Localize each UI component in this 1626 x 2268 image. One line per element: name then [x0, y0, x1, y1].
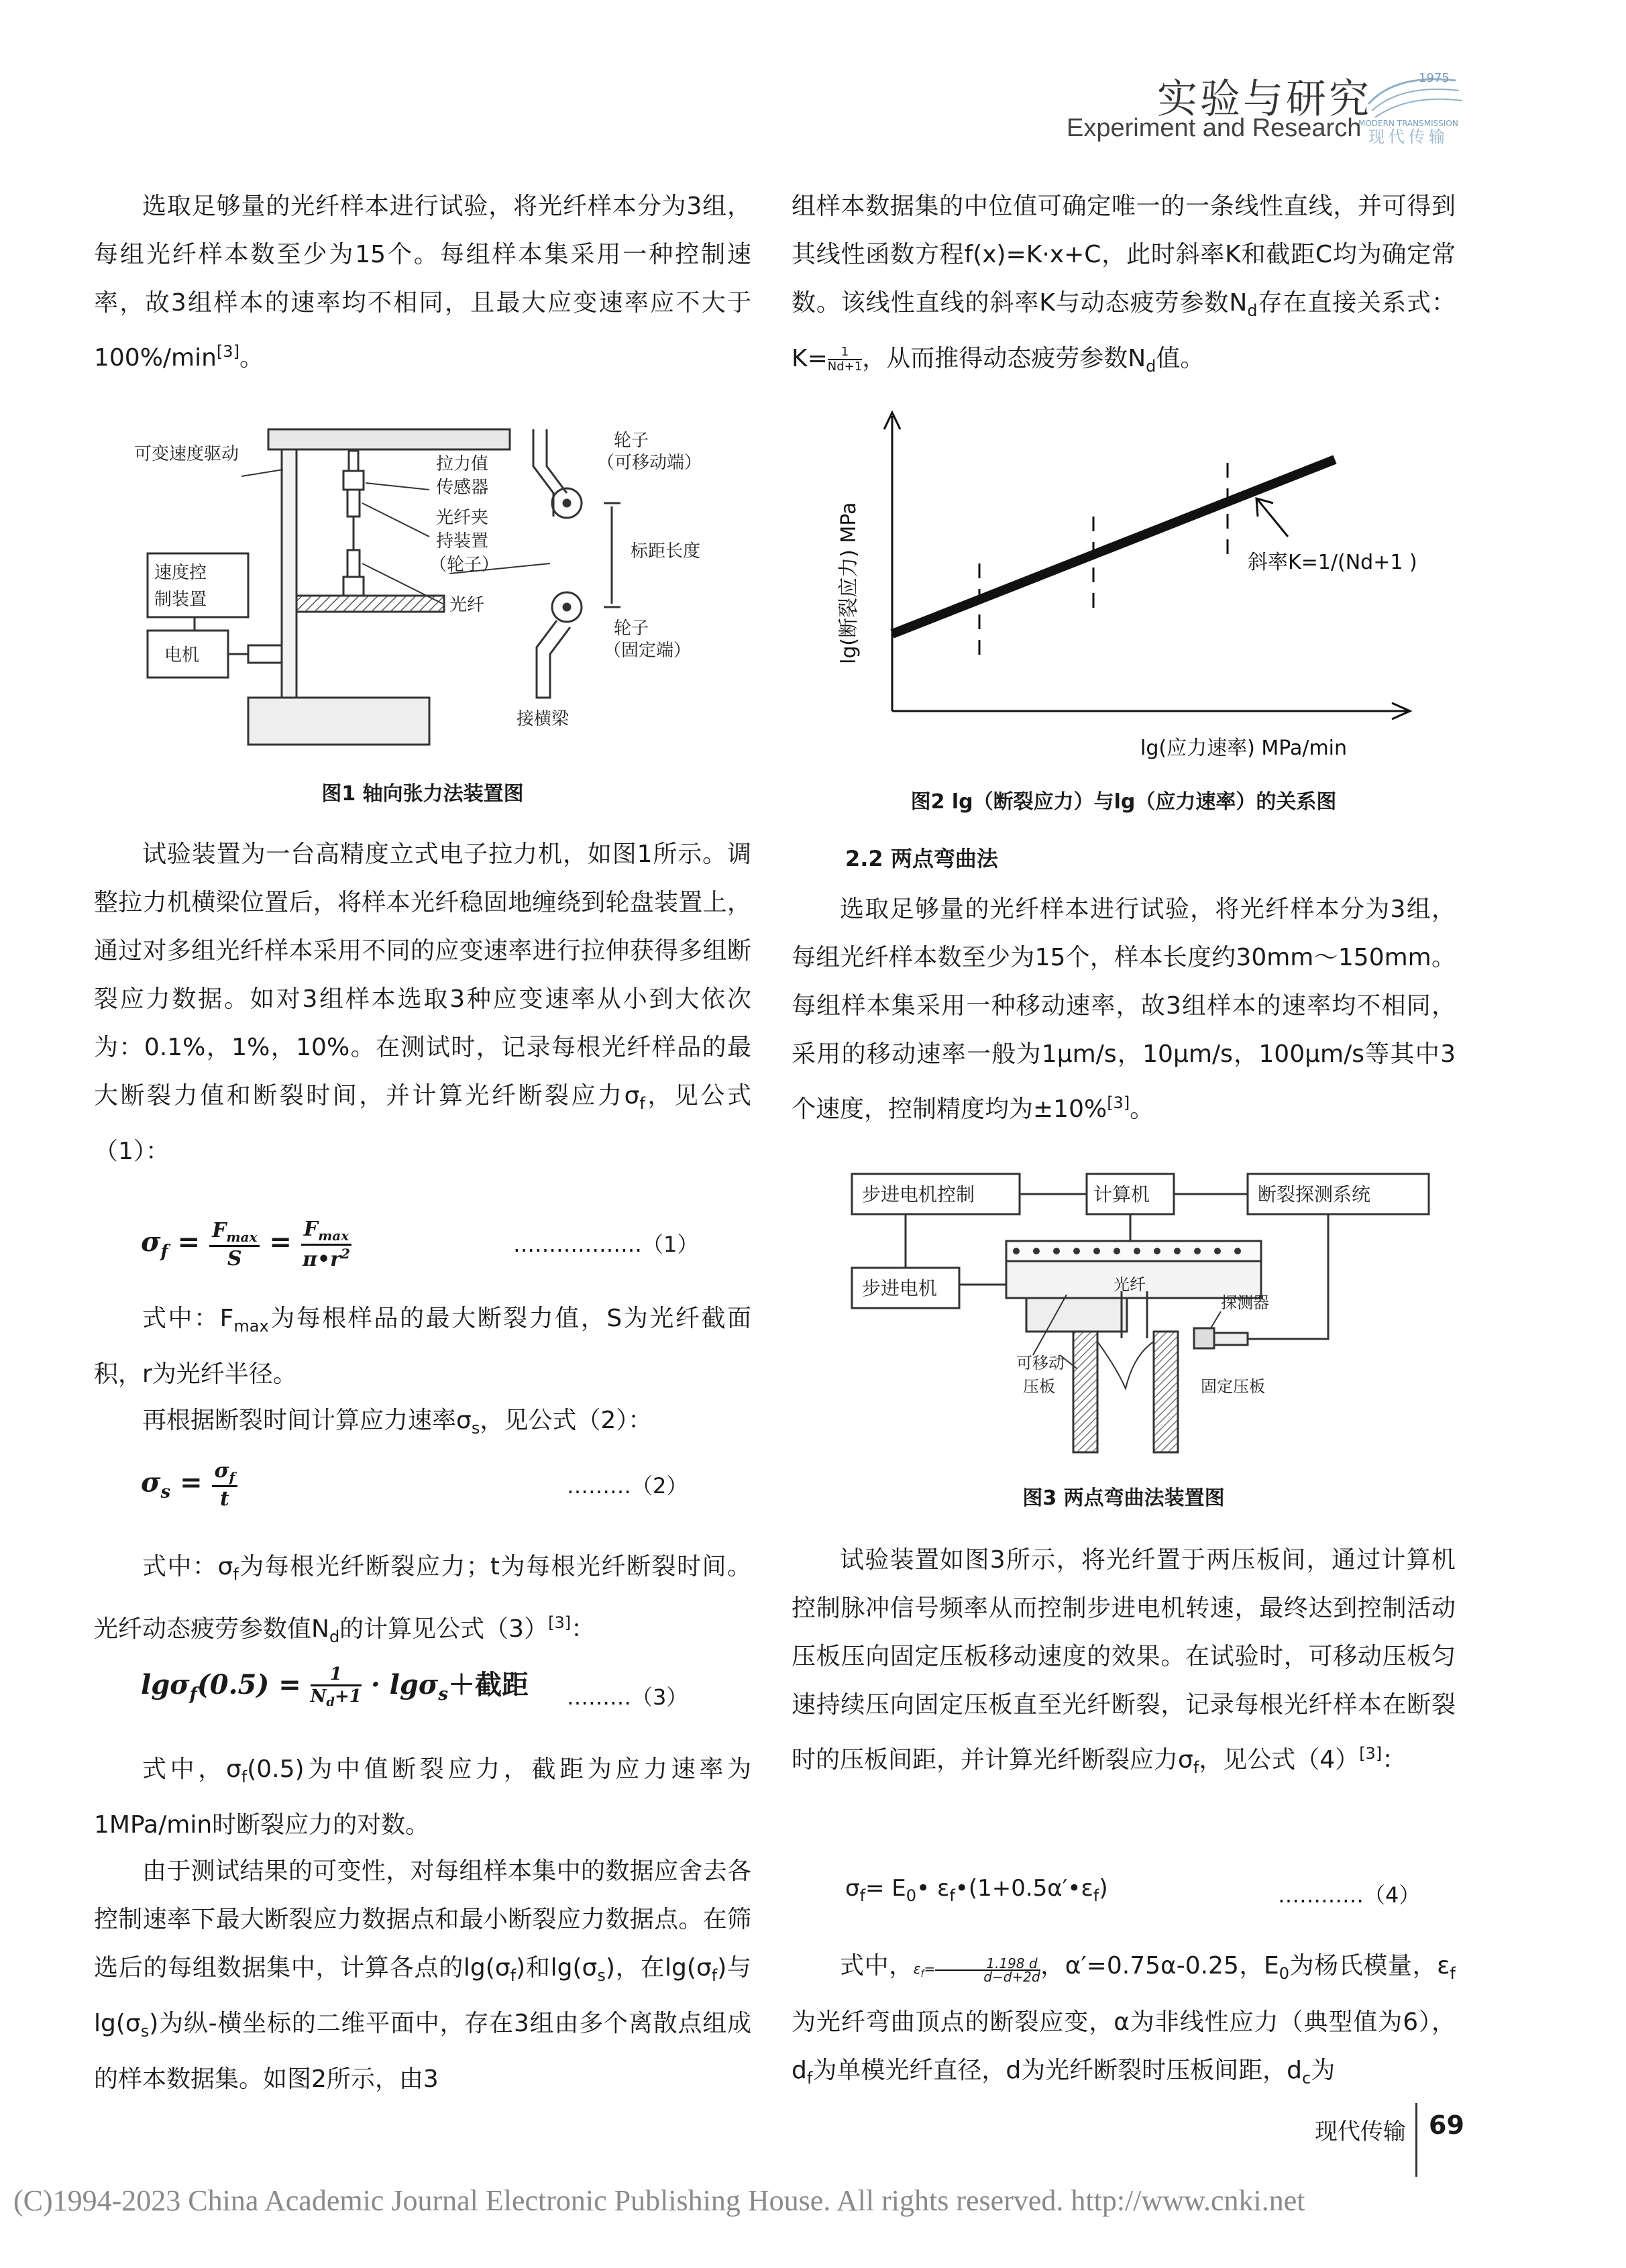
fig1-label-wheel-top1: 轮子 [614, 431, 649, 451]
fig3-label-stepper-ctrl: 步进电机控制 [862, 1183, 975, 1205]
fig1-label-drive: 可变速度驱动 [134, 444, 239, 464]
fig1-label-fiber: 光纤 [449, 595, 485, 615]
fig1-label-ctrl1: 速度控 [154, 563, 207, 583]
fig1-label-motor: 电机 [164, 645, 200, 665]
left-paragraph-6: 式中，$\sigma_f(0.5)$为中值断裂应力，截距为应力速率为1MPa/min时断裂应力的对数。 [94, 1756, 751, 1839]
fig3-label-movable1: 可移动 [1016, 1354, 1065, 1372]
header-title-en: Experiment and Research [1067, 114, 1362, 142]
fig1-label-beam: 接横梁 [517, 709, 570, 729]
left-paragraph-7: 由于测试结果的可变性，对每组样本集中的数据应舍去各控制速率下最大断裂应力数据点和最小断裂应力数据点。在筛选后的每组数据集中，计算各点的$\lg(\sigma_f)$和$\lg(\sigma_s)$，在$\lg(\sigma_f)$与$\lg(\sigma_s)$为纵-横坐标的二维平面中，存在3组由多个离散点组成的样本数据集。如图2所示，由3 [94, 1857, 752, 2094]
fig1-label-wheel-bot2: （固定端） [604, 641, 692, 661]
footer-divider [1415, 2103, 1417, 2177]
logo-text-en: MODERN TRANSMISSION [1358, 119, 1458, 128]
figure-3-caption: 图3 两点弯曲法装置图 [1022, 1487, 1225, 1510]
equation-2-number: ………（2） [567, 1473, 688, 1499]
fig3-label-movable2: 压板 [1023, 1377, 1055, 1396]
fig1-label-wheel-top2: （可移动端） [597, 453, 702, 473]
equation-4-number: …………（4） [1278, 1882, 1421, 1908]
fig1-label-wheel-bot1: 轮子 [614, 618, 649, 639]
figure-1-caption: 图1 轴向张力法装置图 [321, 782, 524, 806]
page-number: 69 [1429, 2110, 1464, 2140]
copyright-watermark: (C)1994-2023 China Academic Journal Electronic Publishing House. All rights reserved. http://www.cnki.net [13, 2184, 1305, 2217]
equation-1-number: ………………（1） [513, 1232, 699, 1257]
equation-2: $\sigma_s$ = $\frac{\sigma_f}{t}$ [141, 1459, 237, 1511]
fig1-label-clamp3: （轮子） [429, 555, 500, 575]
figure-2-caption: 图2 lg（断裂应力）与lg（应力速率）的关系图 [910, 790, 1337, 814]
fig2-slope-label: 斜率K=1/(Nd+1 ) [1248, 551, 1417, 574]
equation-3: lgσ$_f$(0.5) = $\frac{1}{N_d+1}$ · lgσ$_s$＋截距 [141, 1664, 529, 1710]
footer-journal-name: 现代传输 [1315, 2118, 1406, 2145]
fig3-label-fixed: 固定压板 [1201, 1377, 1265, 1396]
right-paragraph-2: 选取足够量的光纤样本进行试验，将光纤样本分为3组，每组光纤样本数至少为15个，样本长度约30mm～150mm。每组样本集采用一种移动速率，故3组样本的速率均不相同，采用的移动速率一般为1μm/s，10μm/s，100μm/s等其中3个速度，控制精度均为±10%[3]。 [792, 896, 1456, 1123]
equation-4: $\sigma_f=$ $E_0•$ $\varepsilon_f•(1+0.5\alpha'•\varepsilon_f)$ [845, 1875, 1108, 1905]
left-paragraph-1: 选取足够量的光纤样本进行试验，将光纤样本分为3组，每组光纤样本数至少为15个。每组样本集采用一种控制速率，故3组样本的速率均不相同，且最大应变速率应不大于100%/min[3]。 [94, 193, 751, 372]
fig1-label-clamp2: 持装置 [436, 531, 489, 551]
equation-1: $\sigma_f$ = $F_{max}$ S = $F_{max}$ $\pi•r^2$ [141, 1218, 351, 1271]
logo-text-cn: 现代传输 [1368, 127, 1449, 146]
fig2-fit-line [892, 460, 1335, 634]
right-paragraph-3: 试验装置如图3所示，将光纤置于两压板间，通过计算机控制脉冲信号频率从而控制步进电机转速，最终达到控制活动压板压向固定压板移动速度的效果。在试验时，可移动压板匀速持续压向固定压板直至光纤断裂，记录每根光纤样本在断裂时的压板间距，并计算光纤断裂应力$\sigma_f$，见公式（4）[3]： [792, 1546, 1456, 1778]
fig1-label-sensor1: 拉力值 [436, 454, 489, 474]
fig3-label-detect-sys: 断裂探测系统 [1258, 1183, 1371, 1205]
fig2-ylabel: lg(断裂应力) MPa [837, 502, 861, 664]
section-2-2-heading: 2.2 两点弯曲法 [845, 846, 998, 871]
figure-3-bending-apparatus [845, 1167, 1435, 1456]
header-title-cn: 实验与研究 [1157, 76, 1372, 123]
figure-1-tensile-apparatus [134, 402, 724, 751]
left-paragraph-2: 试验装置为一台高精度立式电子拉力机，如图1所示。调整拉力机横梁位置后，将样本光纤稳固地缠绕到轮盘装置上，通过对多组光纤样本采用不同的应变速率进行拉伸获得多组断裂应力数据。如对3组样本选取3种应变速率从小到大依次为：0.1%，1%，10%。在测试时，记录每根光纤样品的最大断裂力值和断裂时间，并计算光纤断裂应力$\sigma_f$，见公式（1）： [94, 841, 751, 1166]
equation-3-number: ………（3） [567, 1684, 688, 1710]
fig3-label-fiber: 光纤 [1114, 1275, 1146, 1294]
left-paragraph-4: 再根据断裂时间计算应力速率$\sigma_s$，见公式（2）： [142, 1407, 653, 1438]
fig2-slope-pointer [1258, 500, 1288, 537]
fig3-label-stepper: 步进电机 [862, 1277, 938, 1299]
fig1-label-clamp1: 光纤夹 [436, 508, 489, 528]
left-paragraph-3: 式中：$F_{max}$为每根样品的最大断裂力值，S为光纤截面积，r为光纤半径。 [94, 1305, 751, 1389]
fig3-label-detector: 探测器 [1221, 1293, 1269, 1312]
journal-logo [1355, 67, 1469, 148]
right-paragraph-4: 式中，$\varepsilon_f=$ $\frac{1.198 d}{d-d+2d}$ ，α′=0.75α-0.25，$E_0$为杨氏模量，$\varepsilon_f$为光纤弯曲顶点的断裂应变，α为非线性应力（典型值为6），$d_f$为单模光纤直径，d为光纤断裂时压板间距，$d_c$为 [792, 1952, 1456, 2088]
fig2-xlabel: lg(应力速率) MPa/min [1140, 737, 1348, 760]
fig1-label-sensor2: 传感器 [436, 478, 489, 498]
figure-2-lg-chart [825, 396, 1429, 771]
right-paragraph-1: 组样本数据集的中位值可确定唯一的一条线性直线，并可得到其线性函数方程f(x)=K·x+C，此时斜率K和截距C均为确定常数。该线性直线的斜率K与动态疲劳参数$N_d$存在直接关系式：K= $\frac{1}{Nd+1}$ ，从而推得动态疲劳参数$N_d$值。 [792, 193, 1456, 376]
fig1-label-gauge: 标距长度 [631, 541, 701, 561]
left-paragraph-5: 式中：$\sigma_f$为每根光纤断裂应力；t为每根光纤断裂时间。光纤动态疲劳参数值$N_d$的计算见公式（3）[3]： [94, 1553, 751, 1647]
logo-year: 1975 [1419, 71, 1450, 85]
fig1-label-ctrl2: 制装置 [154, 590, 207, 610]
fig3-label-computer: 计算机 [1093, 1183, 1150, 1205]
